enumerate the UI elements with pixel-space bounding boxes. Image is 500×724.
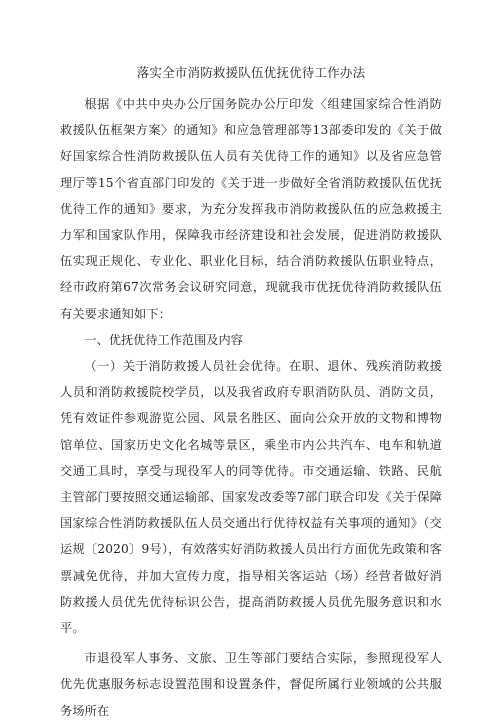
section-heading: 一、优抚优待工作范围及内容 (84, 332, 243, 347)
section-paragraph-1: （一）关于消防救援人员社会优待。在职、退休、残疾消防救援人员和消防救援院校学员，以及我省政府专职消防队员、消防文员，凭有效证件参观游览公园、风景名胜区、面向公众开放的文物和博物馆单位、国家历史文化名城等景区，乘坐市内公共汽车、电车和轨道交通工具时，享受与现役军人的同等优待。市交通运输、铁路、民航主管部门要按照交通运输部、国家发改委等7部门联合印发《关于保障国家综合性消防救援队伍人员交通出行优待权益有关事项的通知》（交运规〔2020〕9号），有效落实好消防救援人员出行方面优先政策和客票减免优待，并加大宣传力度，指导相关客运站（场）经营者做好消防救援人员优先优待标识公告，提高消防救援人员优先服务意识和水平。 (60, 359, 442, 636)
document-title: 落实全市消防救援队伍优抚优待工作办法 (136, 65, 366, 80)
intro-paragraph: 根据《中共中央办公厅国务院办公厅印发〈组建国家综合性消防救援队伍框架方案〉的通知》和应急管理部等13部委印发的《关于做好国家综合性消防救援队伍人员有关优待工作的通知》以及省应急管理厅等15个省直部门印发的《关于进一步做好全省消防救援队伍优抚优待工作的通知》要求，为充分发挥我市消防救援队伍的应急救援主力军和国家队作用，保障我市经济建设和社会发展，促进消防救援队伍实现正规化、专业化、职业化目标，结合消防救援队伍职业特点，经市政府第67次常务会议研究同意，现就我市优抚优待消防救援队伍有关要求通知如下： (60, 97, 442, 321)
section-paragraph-2: 市退役军人事务、文旅、卫生等部门要结合实际，参照现役军人优先优惠服务标志设置范围和设置条件，督促所属行业领域的公共服务场所在 (60, 651, 442, 718)
